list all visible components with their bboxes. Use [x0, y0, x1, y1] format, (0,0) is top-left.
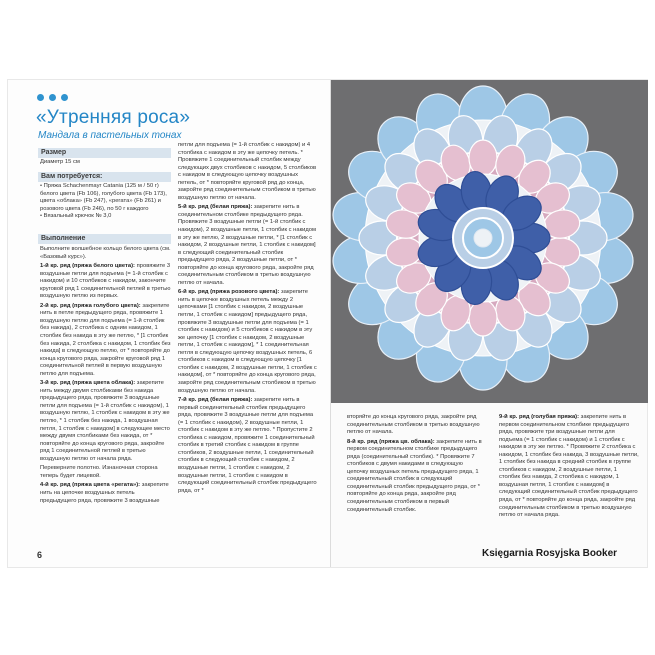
instruction-paragraph: [40, 263, 172, 301]
instruction-paragraph: [40, 482, 172, 505]
row-heading: 9-й кр. ряд (голубая пряжа):: [499, 414, 580, 420]
size-heading: Размер: [38, 148, 171, 158]
left-page: [8, 80, 330, 567]
materials-item: • Вязальный крючок № 3,0: [40, 213, 172, 221]
row-heading: 2-й кр. ряд (пряжа голубого цвета):: [40, 302, 141, 309]
row-heading: 8-й кр. ряд (пряжа цв. облака):: [347, 438, 435, 445]
decorative-dots: [37, 94, 68, 101]
row-text: вторяйте до конца кругового ряда, закройте ряд соединительным столбиком в третью воздушную петлю от начала.: [347, 414, 480, 436]
size-text: [40, 159, 172, 169]
row-text: Выполните волшебное кольцо белого цвета (см. «Базовый курс»).: [40, 246, 171, 260]
materials-heading: Вам потребуется:: [38, 172, 171, 182]
page-title: «Утренняя роса»: [36, 107, 191, 128]
pink-petal: [469, 140, 497, 176]
instruction-paragraph: [178, 289, 318, 395]
row-text: закрепите нить в соединительном столбике предыдущего ряда. Провяжите 3 воздушные петли (= 1-й столбик с накидом), 2 воздушные петли, 1 столбик с накидом в эту же петлю, 2 воздушные петли, * [1 столбик с накидом, 2 воздушные петли, 1 столбик с накидом] в следующий соединительный столбик предыдущего ряда, 2 воздушные петли, от * повторяйте до конца кругового ряда, закройте ряд соединительным столбиком в третью воздушную петлю от начала.: [178, 204, 316, 286]
instructions-column-3: [347, 414, 485, 516]
row-heading: 5-й кр. ряд (белая пряжа):: [178, 204, 253, 211]
instruction-paragraph: [347, 439, 485, 514]
row-heading: 4-й кр. ряд (пряжа цвета «регата»):: [40, 482, 141, 489]
row-text: Переверните полотно. Изнаночная сторона теперь будет лицевой.: [40, 465, 158, 479]
instruction-paragraph: [40, 465, 172, 480]
materials-item: • Пряжа Schachenmayr Catania (125 м / 50 г) белого цвета (Fb 106), голубого цвета (Fb 173), цвета «облака» (Fb 247), «регата» (Fb 261) и розового цвета (Fb 246), по 50 г каждого: [40, 183, 172, 213]
row-text: закрепите нить в петле предыдущего ряда, провяжите 1 воздушную петлю для подъема (= 1-й столбик без накида), 2 столбика с одним накидом, 1 столбик без накида в эту же петлю, * [1 столбик без накида, 2 столбика с накидом, 1 столбик без накида] в следующую петлю, от * повторяйте до конца кругового ряда, закройте круговой ряд 1 соединительной петлей в первую воздушную петлю для подъема.: [40, 302, 171, 377]
row-text: провяжите 3 воздушные петли для подъема (= 1-й столбик с накидом) и 10 столбиков с накидом, закончите круговой ряд 1 соединительной петлей в третью воздушную петлю из первых.: [40, 263, 171, 300]
materials-items: [40, 183, 172, 221]
row-heading: 6-й кр. ряд (пряжа розового цвета):: [178, 289, 280, 296]
instruction-paragraph: [178, 142, 318, 202]
page-subtitle: Мандала в пастельных тонах: [38, 130, 182, 141]
instruction-paragraph: [499, 414, 639, 520]
dot-icon: [49, 94, 56, 101]
row-text: закрепите нить на цепочке воздушных петель предыдущего ряда, провяжите 3 воздушные: [40, 482, 169, 504]
instruction-paragraph: [40, 303, 172, 378]
watermark-text: Księgarnia Rosyjska Booker: [482, 548, 618, 559]
row-text: закрепите нить в цепочке воздушных петель между 2 цепочками [1 столбик с накидом, 2 воздушные петли, 1 столбик с накидом] предыдущего ряда, провяжите 3 воздушные петли для подъема (= 1 столбик с накидом) и 5 столбиков с накидом в эту же цепочку [1 столбик с накидом, 2 воздушные петли, 1 столбик с накидом], * 1 соединительная петля в следующую цепочку воздушных петель, 6 столбиков с накидом в следующую цепочку [1 столбик с накидом, 2 воздушные петли, 1 столбик с накидом], от * повторяйте до конца кругового ряда, закройте ряд соединительным столбиком в третью воздушную петлю от начала.: [178, 289, 317, 394]
row-text: закрепите нить в первом соединительном столбике предыдущего ряда (соединительный столбик). * Провяжите 7 столбиков с двумя накидами в следующую цепочку воздушных петель предыдущего ряда, 1 соединительный столбик в следующий соединительный столбик предыдущего ряда, от * повторяйте до конца ряда, закройте ряд соединительным столбиком в первый соединительный столбик.: [347, 438, 482, 513]
row-heading: 3-й кр. ряд (пряжа цвета облака):: [40, 380, 136, 387]
right-page: [330, 80, 647, 567]
instruction-paragraph: [40, 246, 172, 261]
instructions-column-2: [178, 142, 318, 497]
instruction-paragraph: [40, 380, 172, 463]
materials-list: [40, 183, 172, 221]
mandala-image: [331, 80, 648, 403]
page-number: 6: [37, 550, 43, 560]
instruction-paragraph: [347, 414, 485, 437]
instruction-paragraph: [178, 397, 318, 495]
dot-icon: [37, 94, 44, 101]
work-heading: Выполнение: [38, 234, 171, 244]
instructions-column-4: [499, 414, 639, 522]
dot-icon: [61, 94, 68, 101]
row-text: закрепите нить в первый соединительный столбик предыдущего ряда, провяжите 3 воздушные петли для подъема (= 1 столбик с накидом), 2 воздушные петли, 1 столбик с накидом в эту же петлю. * Пропустите 2 столбика с накидом, провяжите 1 соединительный столбик в третий столбик с накидом в группе столбиков, 2 воздушные петли, 1 соединительный столбик в следующий столбик с накидом, 2 воздушные петли, 1 столбик с накидом, 2 воздушные петли, 1 столбик с накидом в следующий соединительный столбик предыдущего ряда, от *: [178, 397, 317, 494]
row-text: закрепите нить в первом соединительном столбике предыдущего ряда, провяжите три воздушные петли для подъема (= 1 столбик с накидом) и 1 столбик с накидом в эту же петлю. * Провяжите 2 столбика с накидом, 1 столбик без накида, 3 воздушные петли, 1 столбик без накида в средний столбик в группе столбиков с накидом, 2 воздушные петли, 1 столбик без накида, 2 столбика с накидом, 1 воздушная петля, 1 столбик с накидом] в следующий соединительный столбик предыдущего ряда, от * повторяйте до конца ряда, закройте ряд соединительным столбиком в третью воздушную петлю от начала ряда.: [499, 414, 639, 519]
row-heading: 7-й кр. ряд (белая пряжа):: [178, 397, 253, 404]
row-heading: 1-й кр. ряд (пряжа белого цвета):: [40, 263, 135, 270]
pink-petal: [469, 300, 497, 336]
book-spread: [8, 80, 647, 567]
row-text: закрепите нить между двумя столбиками без накида предыдущего ряда, провяжите 3 воздушные петли для подъема (= 1-й столбик с накидом), 1 воздушную петлю, 1 столбик с накидом в эту же петлю, * 1 столбик без накида, 1 воздушная петля, 1 столбик с накидом] в следующее место между двумя столбиками без накида, от * повторяйте до конца кругового ряда, закройте ряд 1 соединительной петлей в третью воздушную петлю от начала ряда.: [40, 380, 170, 462]
mandala-photo: [331, 80, 648, 403]
row-text: петли для подъема (= 1-й столбик с накидом) и 4 столбика с накидом в эту же цепочку петель. * Провяжите 1 соединительный столбик между следующих двух столбиков с накидом, 5 столбиков с накидом в следующую цепочку воздушных петель, от * повторяйте круговой ряд до конца, закройте ряд соединительным столбиком в третью воздушную петлю от начала.: [178, 142, 317, 201]
instructions-column-1: [40, 246, 172, 507]
instruction-paragraph: [178, 204, 318, 287]
size-value: Диаметр 15 см: [40, 159, 80, 165]
center-core: [474, 229, 492, 247]
